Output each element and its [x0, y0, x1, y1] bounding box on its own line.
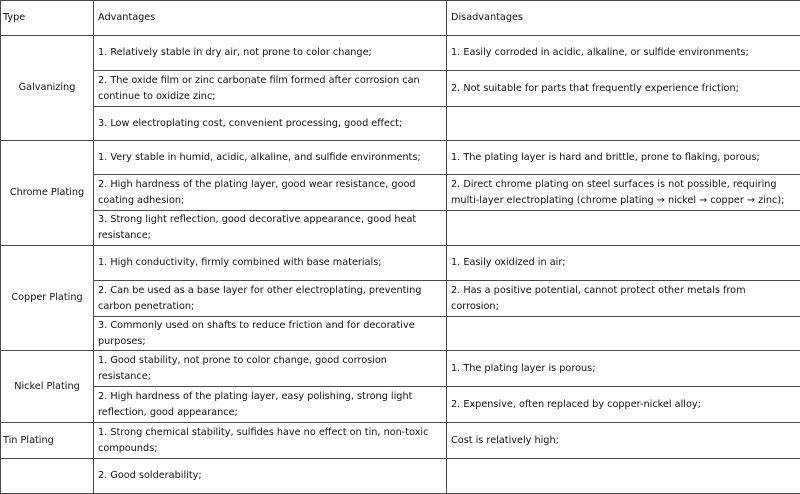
advantage-cell: 2. High hardness of the plating layer, easy polishing, strong light reflection, good appearance; — [94, 387, 447, 423]
advantage-cell: 2. High hardness of the plating layer, good wear resistance, good coating adhesion; — [94, 175, 447, 211]
table-row — [1, 71, 800, 107]
table-row — [1, 211, 800, 246]
type-cell: Copper Plating — [1, 246, 94, 351]
type-cell — [1, 459, 94, 494]
advantage-cell: 3. Low electroplating cost, convenient processing, good effect; — [94, 107, 447, 141]
disadvantage-cell: 1. Easily corroded in acidic, alkaline, or sulfide environments; — [447, 36, 800, 71]
type-cell: Chrome Plating — [1, 141, 94, 246]
disadvantage-cell: 2. Expensive, often replaced by copper-nickel alloy; — [447, 387, 800, 423]
advantage-cell: 1. High conductivity, firmly combined with base materials; — [94, 246, 447, 281]
table-row — [1, 387, 800, 423]
disadvantage-cell — [447, 107, 800, 141]
table-row — [1, 175, 800, 211]
disadvantage-cell: 2. Not suitable for parts that frequently experience friction; — [447, 71, 800, 107]
table-row — [1, 351, 800, 387]
advantage-cell: 1. Relatively stable in dry air, not prone to color change; — [94, 36, 447, 71]
advantage-cell: 3. Commonly used on shafts to reduce friction and for decorative purposes; — [94, 317, 447, 351]
table-row — [1, 246, 800, 281]
disadvantage-cell — [447, 317, 800, 351]
type-cell: Tin Plating — [1, 423, 94, 459]
advantage-cell: 2. The oxide film or zinc carbonate film formed after corrosion can continue to oxidize zinc; — [94, 71, 447, 107]
disadvantage-cell: 1. The plating layer is hard and brittle, prone to flaking, porous; — [447, 141, 800, 175]
advantage-cell: 1. Good stability, not prone to color change, good corrosion resistance; — [94, 351, 447, 387]
disadvantage-cell: 1. The plating layer is porous; — [447, 351, 800, 387]
table-row — [1, 281, 800, 317]
table-row — [1, 141, 800, 175]
table-row — [1, 317, 800, 351]
advantage-cell: 2. Can be used as a base layer for other electroplating, preventing carbon penetration; — [94, 281, 447, 317]
advantage-cell: 3. Strong light reflection, good decorative appearance, good heat resistance; — [94, 211, 447, 246]
disadvantage-cell — [447, 211, 800, 246]
advantage-cell: 1. Very stable in humid, acidic, alkaline, and sulfide environments; — [94, 141, 447, 175]
advantage-cell: 2. Good solderability; — [94, 459, 447, 494]
type-cell: Galvanizing — [1, 36, 94, 141]
table-row — [1, 423, 800, 459]
table-row — [1, 459, 800, 494]
disadvantage-cell: 2. Direct chrome plating on steel surfaces is not possible, requiring multi-layer electroplating (chrome plating → nickel → copper → zinc); — [447, 175, 800, 211]
table-row — [1, 36, 800, 71]
header-advantages: Advantages — [94, 1, 447, 36]
header-row — [1, 1, 800, 36]
header-type: Type — [1, 1, 94, 36]
type-cell: Nickel Plating — [1, 351, 94, 423]
table-row — [1, 107, 800, 141]
header-disadvantages: Disadvantages — [447, 1, 800, 36]
disadvantage-cell: 1. Easily oxidized in air; — [447, 246, 800, 281]
disadvantage-cell: 2. Has a positive potential, cannot protect other metals from corrosion; — [447, 281, 800, 317]
disadvantage-cell — [447, 459, 800, 494]
advantage-cell: 1. Strong chemical stability, sulfides have no effect on tin, non-toxic compounds; — [94, 423, 447, 459]
disadvantage-cell: Cost is relatively high; — [447, 423, 800, 459]
